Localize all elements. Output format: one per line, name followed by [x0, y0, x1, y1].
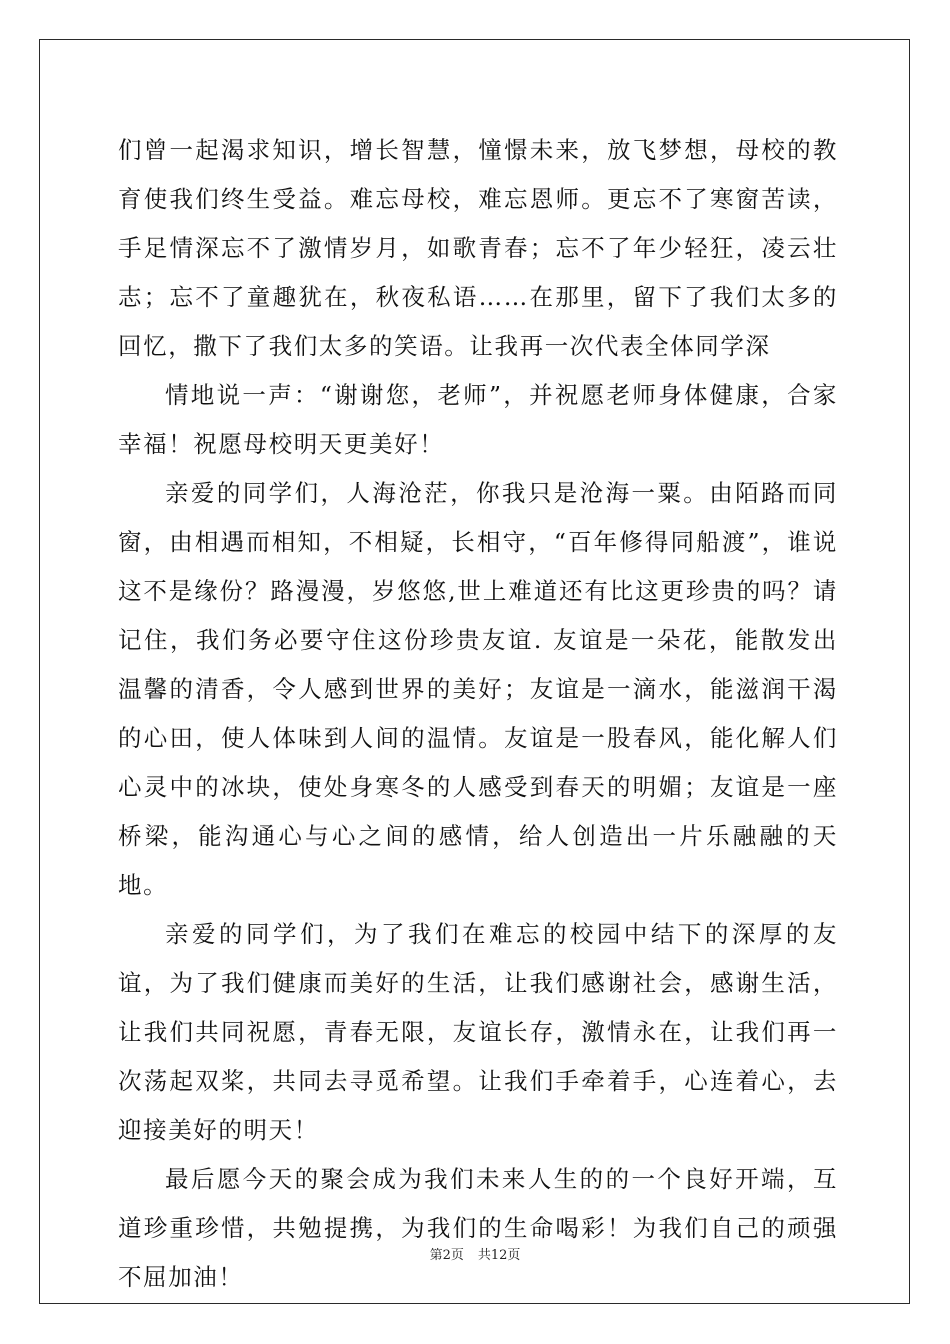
document-body	[118, 126, 838, 1302]
page-total: 共12页	[477, 1248, 521, 1263]
page-number: 第2页	[429, 1248, 464, 1263]
paragraph-1: 们曾一起渴求知识，增长智慧，憧憬未来，放飞梦想，母校的教育使我们终生受益。难忘母校，难忘恩师。更忘不了寒窗苦读，手足情深忘不了激情岁月，如歌青春；忘不了年少轻狂，凌云壮志；忘不了童趣犹在，秋夜私语……在那里，留下了我们太多的回忆，撒下了我们太多的笑语。让我再一次代表全体同学深	[118, 136, 838, 360]
page-footer	[0, 1246, 950, 1266]
paragraph-3: 亲爱的同学们，人海沧茫，你我只是沧海一粟。由陌路而同窗，由相遇而相知，不相疑，长相守，“百年修得同船渡”，谁说这不是缘份？路漫漫，岁悠悠,世上难道还有比这更珍贵的吗？请记住，我们务必要守住这份珍贵友谊. 友谊是一朵花，能散发出温馨的清香，令人感到世界的美好；友谊是一滴水，能滋润干渴的心田，使人体味到人间的温情。友谊是一股春风，能化解人们心灵中的冰块，使处身寒冬的人感受到春天的明媚；友谊是一座桥梁，能沟通心与心之间的感情，给人创造出一片乐融融的天地。	[118, 479, 838, 899]
paragraph-2: 情地说一声：“谢谢您，老师”，并祝愿老师身体健康，合家幸福！祝愿母校明天更美好！	[118, 381, 838, 458]
paragraph-4: 亲爱的同学们，为了我们在难忘的校园中结下的深厚的友谊，为了我们健康而美好的生活，让我们感谢社会，感谢生活，让我们共同祝愿，青春无限，友谊长存，激情永在，让我们再一次荡起双桨，共同去寻觅希望。让我们手牵着手，心连着心，去迎接美好的明天！	[118, 920, 838, 1144]
paragraph-5: 最后愿今天的聚会成为我们未来人生的的一个良好开端，互道珍重珍惜，共勉提携，为我们的生命喝彩！为我们自己的顽强不屈加油！	[118, 1165, 838, 1291]
